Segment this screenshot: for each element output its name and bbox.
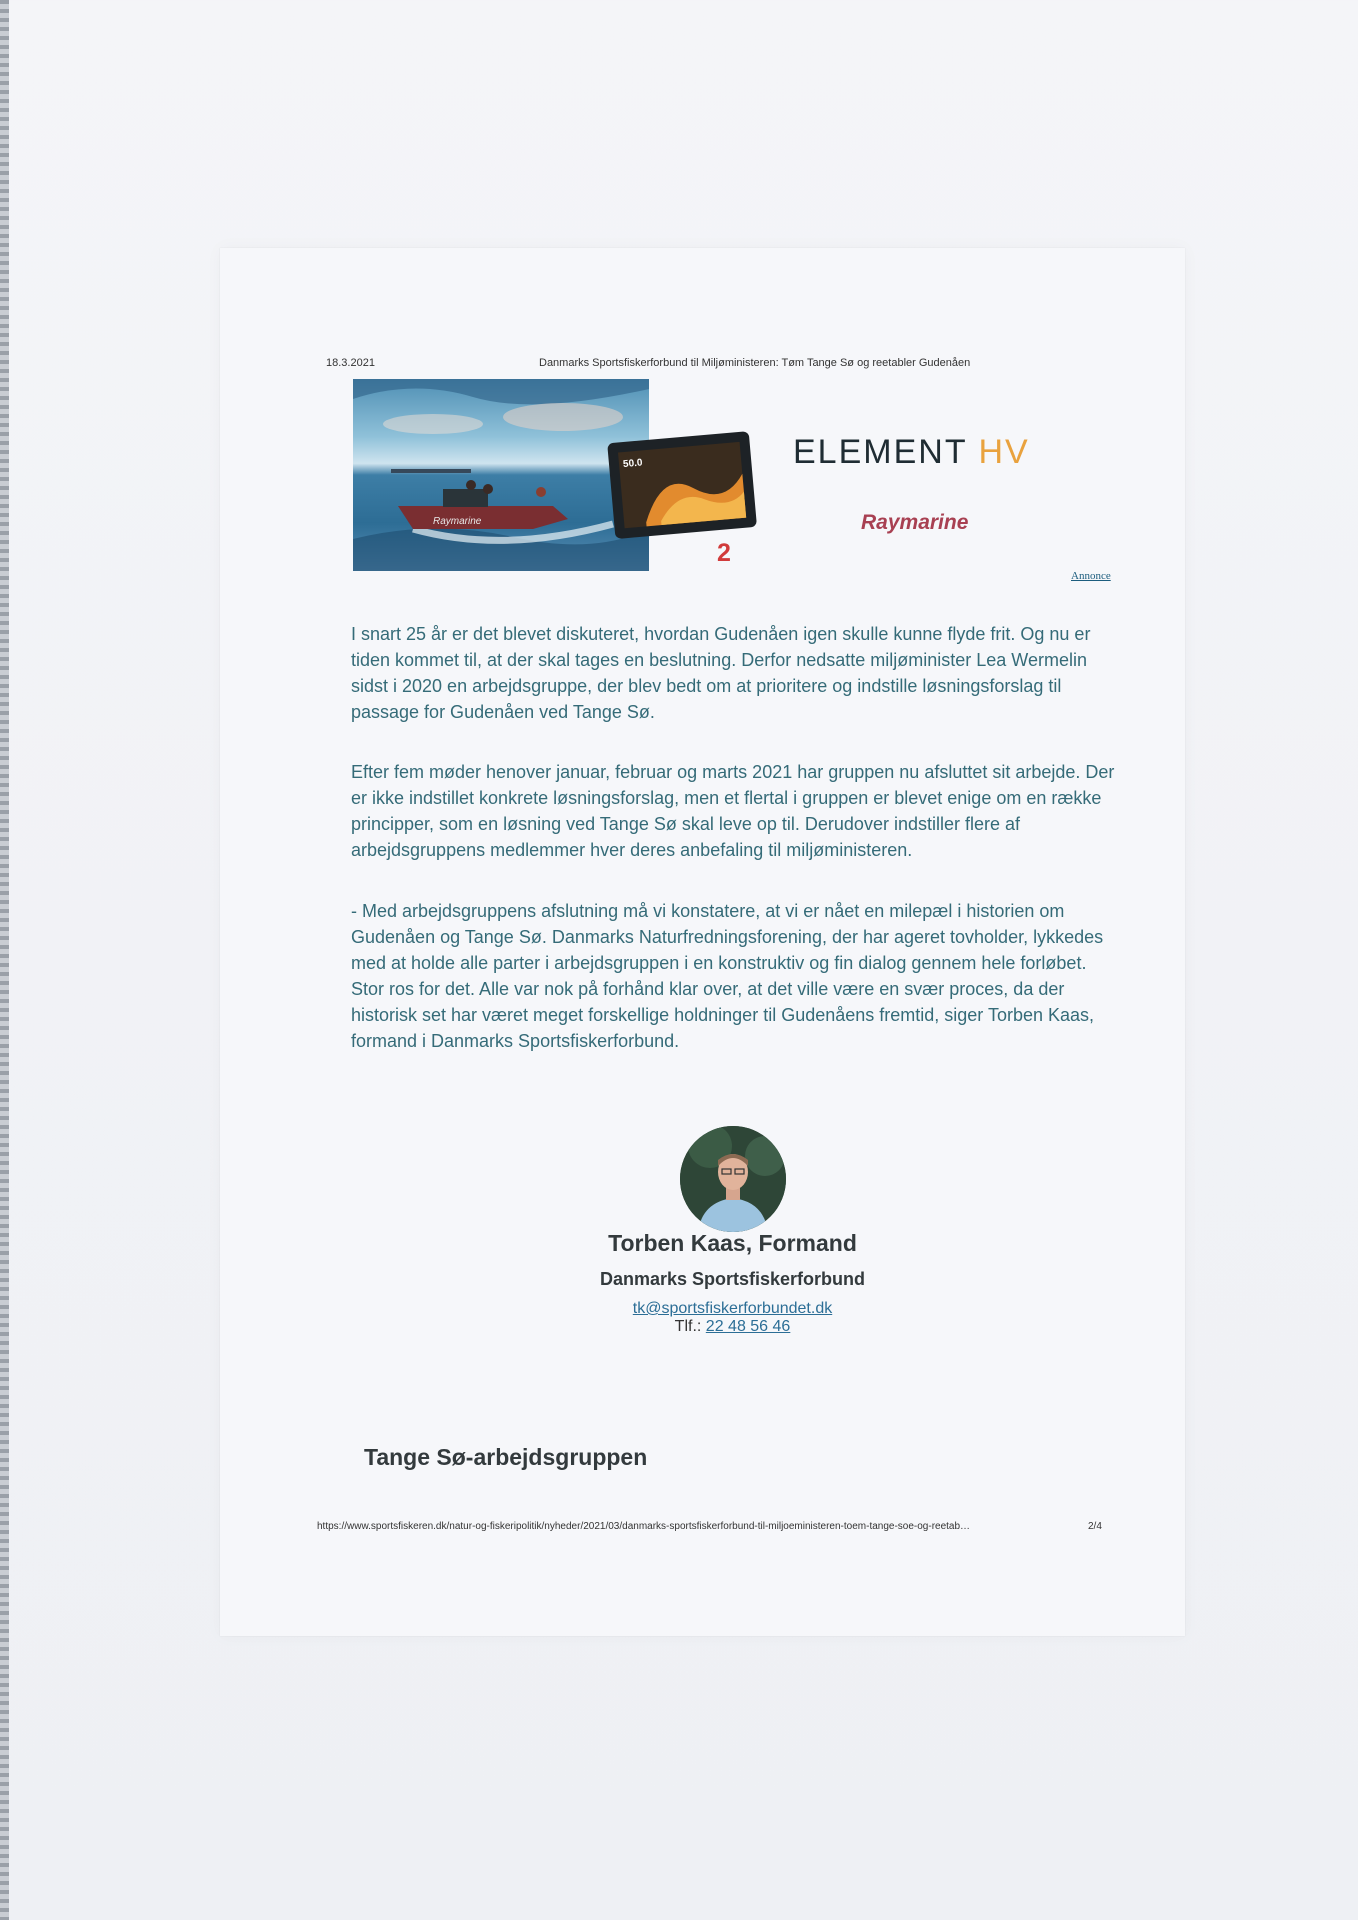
- ad-label-link[interactable]: Annonce: [1071, 570, 1111, 582]
- binder-edge: [0, 0, 9, 1920]
- signature-email-link[interactable]: tk@sportsfiskerforbundet.dk: [632, 1300, 833, 1317]
- ad-product-name: [793, 433, 1030, 472]
- print-footer-url: https://www.sportsfiskeren.dk/natur-og-fiskeripolitik/nyheder/2021/03/danmarks-sportsfiskerforbund-til-miljoeministeren-toem-tange-soe-og-reetab…: [317, 1521, 971, 1532]
- article-paragraph: I snart 25 år er det blevet diskuteret, hvordan Gudenåen igen skulle kunne flyde frit. Og nu er tiden kommet til, at der skal tages en beslutning. Derfor nedsatte miljøminister Lea Wermelin sidst i 2020 en arbejdsgruppe, der blev bedt om at prioritere og indstille løsningsforslag til passage for Gudenåen ved Tange Sø.: [351, 624, 1091, 722]
- ad-boat-brand: Raymarine: [433, 516, 482, 527]
- signature-name: Torben Kaas, Formand: [608, 1230, 857, 1256]
- ad-product-suffix: HV: [978, 433, 1030, 471]
- print-header-date: 18.3.2021: [326, 357, 375, 369]
- ad-product-main: ELEMENT: [793, 433, 967, 471]
- ad-chartplotter-image: [603, 429, 763, 539]
- phone-link[interactable]: 22 48 56 46: [705, 1318, 791, 1335]
- signature-organization: Danmarks Sportsfiskerforbund: [599, 1269, 866, 1289]
- avatar: [680, 1126, 786, 1232]
- ad-company-logo: Raymarine: [861, 511, 969, 534]
- phone-label: Tlf.:: [674, 1318, 702, 1335]
- advertisement-banner[interactable]: [353, 379, 1113, 584]
- person-photo: [680, 1126, 786, 1232]
- section-heading: Tange Sø-arbejdsgruppen: [364, 1444, 648, 1470]
- print-header-title: Danmarks Sportsfiskerforbund til Miljøministeren: Tøm Tange Sø og reetabler Gudenåen: [539, 357, 971, 369]
- signature-phone: [0, 1318, 1358, 1336]
- ad-carousel-number: 2: [717, 539, 731, 567]
- print-footer-page-number: 2/4: [1088, 1521, 1102, 1532]
- ad-screen-value: 50.0: [622, 457, 643, 471]
- article-paragraph: Efter fem møder henover januar, februar og marts 2021 har gruppen nu afsluttet sit arbejde. Der er ikke indstillet konkrete løsningsforslag, men et flertal i gruppen er blevet enige om en række principper, som en løsning ved Tange Sø skal leve op til. Derudover indstiller flere af arbejdsgruppens medlemmer hver deres anbefaling til miljøministeren.: [351, 762, 1115, 860]
- article-paragraph: - Med arbejdsgruppens afslutning må vi konstatere, at vi er nået en milepæl i historien om Gudenåen og Tange Sø. Danmarks Naturfredningsforening, der har ageret tovholder, lykkedes med at holde alle parter i arbejdsgruppen i en konstruktiv og fin dialog gennem hele forløbet. Stor ros for det. Alle var nok på forhånd klar over, at det ville være en svær proces, da der historisk set har været meget forskellige holdninger til Gudenåens fremtid, siger Torben Kaas, formand i Danmarks Sportsfiskerforbund.: [351, 901, 1104, 1051]
